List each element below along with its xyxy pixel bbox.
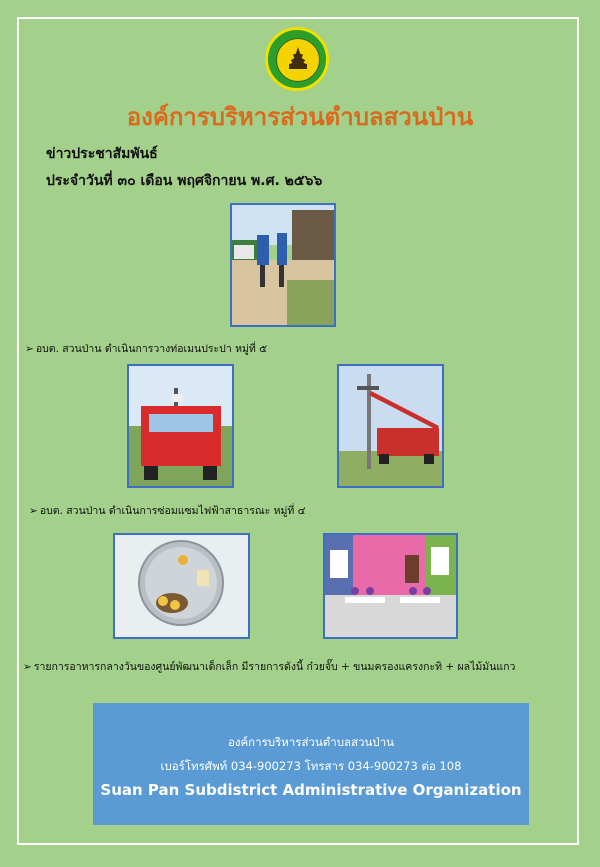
pagoda-icon (289, 47, 307, 69)
news-label: ข่าวประชาสัมพันธ์ (46, 146, 158, 162)
caption-2: ➢ อบต. สวนป่าน ดำเนินการซ่อมแซมไฟฟ้าสาธารณะ หมู่ที่ ๔ (29, 505, 306, 517)
page-title: องค์การบริหารส่วนตำบลสวนป่าน (126, 102, 474, 131)
photo-fire-truck (127, 364, 234, 488)
organization-logo (265, 27, 329, 91)
arrow-bullet-icon: ➢ (29, 505, 38, 517)
footer-org-name-en: Suan Pan Subdistrict Administrative Organization (100, 781, 522, 799)
photo-bucket-truck (337, 364, 444, 488)
photo-lunch-tray (113, 533, 250, 639)
caption-3: ➢ รายการอาหารกลางวันของศูนย์พัฒนาเด็กเล็ก มีรายการดังนี้ ก๋วยจั๊บ + ขนมครองแครงกะทิ + ผลไม้มันแกว (23, 661, 516, 673)
footer-org-name-th: องค์การบริหารส่วนตำบลสวนป่าน (227, 735, 395, 749)
photo-pipe-laying (230, 203, 336, 327)
footer-contact: เบอร์โทรศัพท์ 034-900273 โทรสาร 034-900273 ต่อ 108 (160, 759, 462, 773)
arrow-bullet-icon: ➢ (23, 661, 32, 673)
date-line: ประจำวันที่ ๓๐ เดือน พฤศจิกายน พ.ศ. ๒๕๖๖ (46, 173, 323, 189)
photo-classroom (323, 533, 458, 639)
caption-1: ➢ อบต. สวนป่าน ดำเนินการวางท่อเมนประปา หมู่ที่ ๕ (25, 343, 268, 355)
arrow-bullet-icon: ➢ (25, 343, 34, 355)
logo-emblem (276, 38, 320, 82)
contact-footer (93, 703, 529, 825)
